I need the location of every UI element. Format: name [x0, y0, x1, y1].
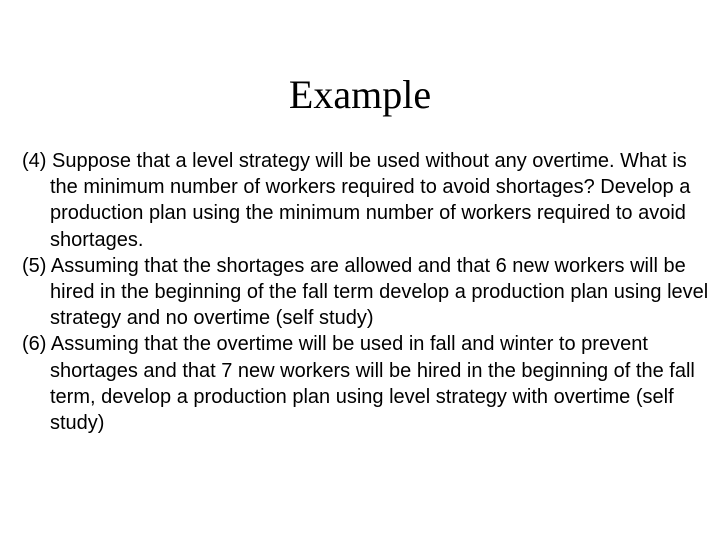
paragraph-text: Suppose that a level strategy will be used without any overtime. What is the minimum number of workers required to avoid shortages? Develop a production plan using the minimum number of workers required to avoid shortages. [50, 150, 691, 251]
paragraph-4 [22, 148, 712, 253]
paragraph-5 [22, 253, 712, 332]
paragraph-text: Assuming that the overtime will be used in fall and winter to prevent shortages and that 7 new workers will be hired in the beginning of the fall term, develop a production plan using level strategy with overtime (self study) [50, 333, 695, 435]
paragraph-text: Assuming that the shortages are allowed and that 6 new workers will be hired in the beginning of the fall term develop a production plan using level strategy and no overtime (self study) [50, 254, 709, 330]
paragraph-label: (6) [22, 333, 47, 356]
slide-body [22, 148, 712, 436]
paragraph-label: (4) [22, 150, 47, 172]
paragraph-label: (5) [22, 254, 47, 277]
paragraph-6 [22, 331, 712, 436]
slide-title: Example [288, 72, 432, 117]
